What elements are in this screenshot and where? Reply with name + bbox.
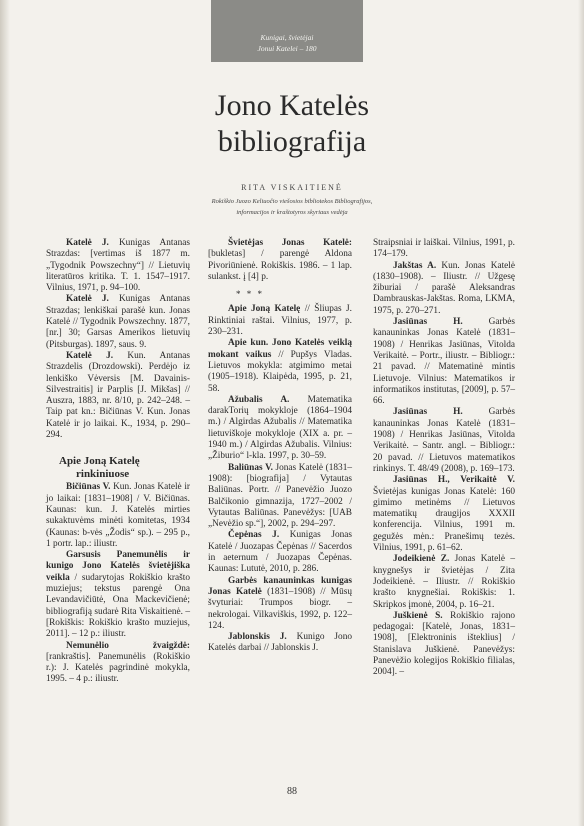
entry-author: Juškienė S. xyxy=(393,610,443,621)
text-column-3 xyxy=(373,238,515,679)
bib-entry xyxy=(46,351,190,441)
bib-entry xyxy=(373,554,515,610)
entry-text: Švietėjas kunigas Jonas Katelė: 160 gimimo metinėms // Lietuvos matematikų draugijos XXXII konferencija. Vilnius, 1991 m. gegužės mėn.: Pranešimų tezės. Vilnius, 1991, p. 61–62. xyxy=(373,486,515,554)
entry-text: // Šliupas J. Rinktiniai raštai. Vilnius, 1977, p. 230–231. xyxy=(208,304,353,338)
entry-text: // Pupšys Vladas. Lietuvos mokykla: atgimimo metai (1905–1918). Klaipėda, 1995, p. 21, 58. xyxy=(208,349,352,394)
author-name: RITA VISKAITIENĖ xyxy=(241,183,343,192)
entry-author: Jasiūnas H., Verikaitė V. xyxy=(393,475,515,486)
entry-text: / sudarytojas Rokiškio krašto muziejus; tekstus parengė Ona Levandavičiūtė, Ona Mackevičienė; bibliografiją sudarė Rita Viskaitienė. – [Rokiškis: Rokiškio krašto muziejus, 2011]. – 12 p.: iliustr. xyxy=(46,572,190,640)
entry-text: Kun. Jonas Katelė ir jo laikai: [1831–1908] / V. Bičiūnas. Kaunas: kun. J. Katelės mirties sukaktuvėms minėti komitetas, 1934 (Kaunas: b-vės „Žodis“ sp.). – 295 p., 1 portr. lap.: iliustr. xyxy=(46,482,190,549)
entry-author: Apie Joną Katelę xyxy=(228,304,301,315)
bib-entry xyxy=(208,632,352,655)
entry-text: Matematika darakTorių mokykloje (1864–1904 m.) / Algirdas Ažubalis // Matematika lietuviškoje mokykloje (XIX a. pr. – 1940 m.) / Algirdas Ažubalis. Vilnius: „Žiburio“ l-kla. 1997, p. 30–59. xyxy=(208,394,352,462)
entry-author: Jablonskis J. xyxy=(228,632,287,643)
entry-author: Apie kun. Jono Katelės veiklą mokant vaikus xyxy=(208,338,352,360)
entry-author: Švietėjas Jonas Katelė: xyxy=(228,238,352,248)
running-header-line1: Kunigai, švietėjai xyxy=(260,33,314,42)
entry-text: Kun. Antanas Strazdelis (Drozdowski). Perdėjo iz lenkiško Vėversis [M. Davainis-Silvestraitis] ir Parplis [J. Mikšas] // Auszra, 1883, nr. 8/10, p. 242–248. – Taip pat kn.: Bičiūnas V. Kun. Jonas Katelė ir jo laikai. K., 1934, p. 290–294. xyxy=(46,350,190,441)
entry-author: Čepėnas J. xyxy=(228,530,280,541)
bib-entry xyxy=(208,304,352,338)
entry-author: Katelė J. xyxy=(66,238,109,248)
entry-text: Kunigas Antanas Strazdas; lenkiškai parašė kun. Jonas Katelė // Tygodnik Powszechny. 1877, [nr.] 30; Garsas Amerikos lietuvių (Pitsburgas). 1897, saus. 9. xyxy=(46,294,190,350)
entry-text: Straipsniai ir laiškai. Vilnius, 1991, p. 174–179. xyxy=(373,238,515,260)
entry-author: Garsusis Panemunėlis ir kunigo Jono Katelės švietėjiška veikla xyxy=(46,550,190,583)
bib-entry xyxy=(373,611,515,679)
bib-entry xyxy=(46,294,190,350)
affiliation-line1: Rokiškio Juozo Keliuočio viešosios bibliotekos Bibliografijos, xyxy=(211,198,373,205)
entry-text: Kunigas Jonas Katelė / Juozapas Čepėnas // Sacerdos in aeternum / Juozapas Čepėnas. Kaunas: Lututė, 2010, p. 286. xyxy=(208,530,353,575)
entry-author: Jodeikienė Z. xyxy=(393,554,450,565)
entry-author: Jasiūnas H. xyxy=(393,407,463,418)
bib-entry xyxy=(373,475,515,554)
entry-text: Jonas Katelė – knygnešys ir švietėjas / Zita Jodeikienė. – Iliustr. // Rokiškio krašto knygnešiai. Rokiškis: 1. Skripkos įmonė, 2004, p. 16–21. xyxy=(373,554,515,610)
bib-entry-continued xyxy=(373,238,515,261)
bib-entry xyxy=(208,238,352,283)
entry-text: [rankraštis]. Panemunėlis (Rokiškio r.): J. Katelės pagrindinė mokykla, 1995. – 4 p.: iliustr. xyxy=(46,651,190,685)
entry-author: Katelė J. xyxy=(66,350,114,361)
entry-text: Kunigo Jono Katelės darbai // Jablonskis J. xyxy=(208,632,352,654)
bib-entry xyxy=(208,576,352,632)
affiliation-line2: informacijos ir kraštotyros skyriaus vedėja xyxy=(236,209,348,216)
section-heading-line2: rinkiniuose xyxy=(76,468,130,481)
entry-text: Kun. Jonas Katelė (1830–1908). – Iliustr. // Užgesę žiburiai / parašė Aleksandras Dambrauskas-Jakštas. Roma, LKMA, 1975, p. 270–271. xyxy=(373,260,515,316)
running-header-line2: Jonui Katelei – 180 xyxy=(257,44,317,53)
text-column-1 xyxy=(46,238,190,686)
bib-entry xyxy=(46,550,190,640)
entry-text: Garbės kanauninkas Jonas Katelė (1831–1908) / Henrikas Jasiūnas, Vitolda Verikaitė. – Portr., iliustr. – Bibliogr.: 21 pavad. // Matematinė mintis Lietuvoje. Vilnius: Matematikos ir informatikos institutas, [2009], p. 57–66. xyxy=(373,317,515,407)
entry-author: Katelė J. xyxy=(66,294,109,305)
bib-entry xyxy=(46,641,190,686)
bib-entry xyxy=(208,395,352,463)
running-header xyxy=(211,0,363,62)
entry-text: [bukletas] / parengė Aldona Pivoriūnienė. Rokiškis. 1986. – 1 lap. sulankst. į [4] p. xyxy=(208,249,352,282)
bib-entry xyxy=(46,238,190,294)
article-title xyxy=(0,88,584,160)
entry-author: Ažubalis A. xyxy=(228,394,290,405)
entry-text: Rokiškio rajono pedagogai: [Katelė, Jonas, 1831–1908], [Elektroninis išteklius] / Stanislava Juškienė. Panevėžys: Panevėžio kolegijos Rokiškio filialas, 2004]. – xyxy=(373,610,516,678)
text-column-2 xyxy=(208,238,352,655)
bib-entry xyxy=(208,463,352,531)
entry-text: Jonas Katelė (1831–1908): [biografija] / Vytautas Baliūnas. Portr. // Panevėžio Juozo Balčikonio gimnazija, 1727–2002 / Vytautas Baliūnas. Panevėžys: [UAB „Nevėžio sp.“], 2002, p. 294–297. xyxy=(208,462,352,530)
entry-text: (1831–1908) // Mūsų švyturiai: Trumpos biogr. – nekrologai. Vilkaviškis, 1992, p. 122–124. xyxy=(208,586,352,631)
page-number: 88 xyxy=(287,786,297,797)
entry-author: Jasiūnas H. xyxy=(393,317,463,328)
bib-entry xyxy=(46,482,190,550)
entry-author: Baliūnas V. xyxy=(228,462,273,473)
title-line2: bibliografija xyxy=(217,125,367,158)
entry-author: Nemunėlio žvaigždė: xyxy=(66,640,190,651)
bib-entry xyxy=(373,317,515,407)
entry-text: Kunigas Antanas Strazdas: [vertimas iš 1877 m. „Tygodnik Powszechny“] // Lietuvių literatūros kritika. T. 1. 1547–1917. Vilnius, 1971, p. 94–100. xyxy=(46,238,190,294)
entry-author: Garbės kanauninkas kunigas Jonas Katelė xyxy=(208,575,352,597)
bib-entry xyxy=(208,338,352,394)
bib-entry xyxy=(208,530,352,575)
section-heading xyxy=(46,455,190,481)
title-line1: Jono Katelės xyxy=(214,89,370,122)
bib-entry xyxy=(373,261,515,317)
section-heading-line1: Apie Joną Katelę xyxy=(59,455,140,468)
author-affiliation xyxy=(0,196,584,218)
section-separator: * * * xyxy=(236,289,264,300)
bib-entry xyxy=(373,407,515,475)
entry-author: Jakštas A. xyxy=(393,260,437,271)
entry-text: Garbės kanauninkas Jonas Katelė (1831–1908) / Henrikas Jasiūnas, Vitolda Verikaitė. – Santr. angl. – Bibliogr.: 20 pavad. // Lietuvos matematikos rinkinys. T. 48/49 (2008), p. 169–173. xyxy=(373,407,515,474)
entry-author: Bičiūnas V. xyxy=(66,482,111,493)
